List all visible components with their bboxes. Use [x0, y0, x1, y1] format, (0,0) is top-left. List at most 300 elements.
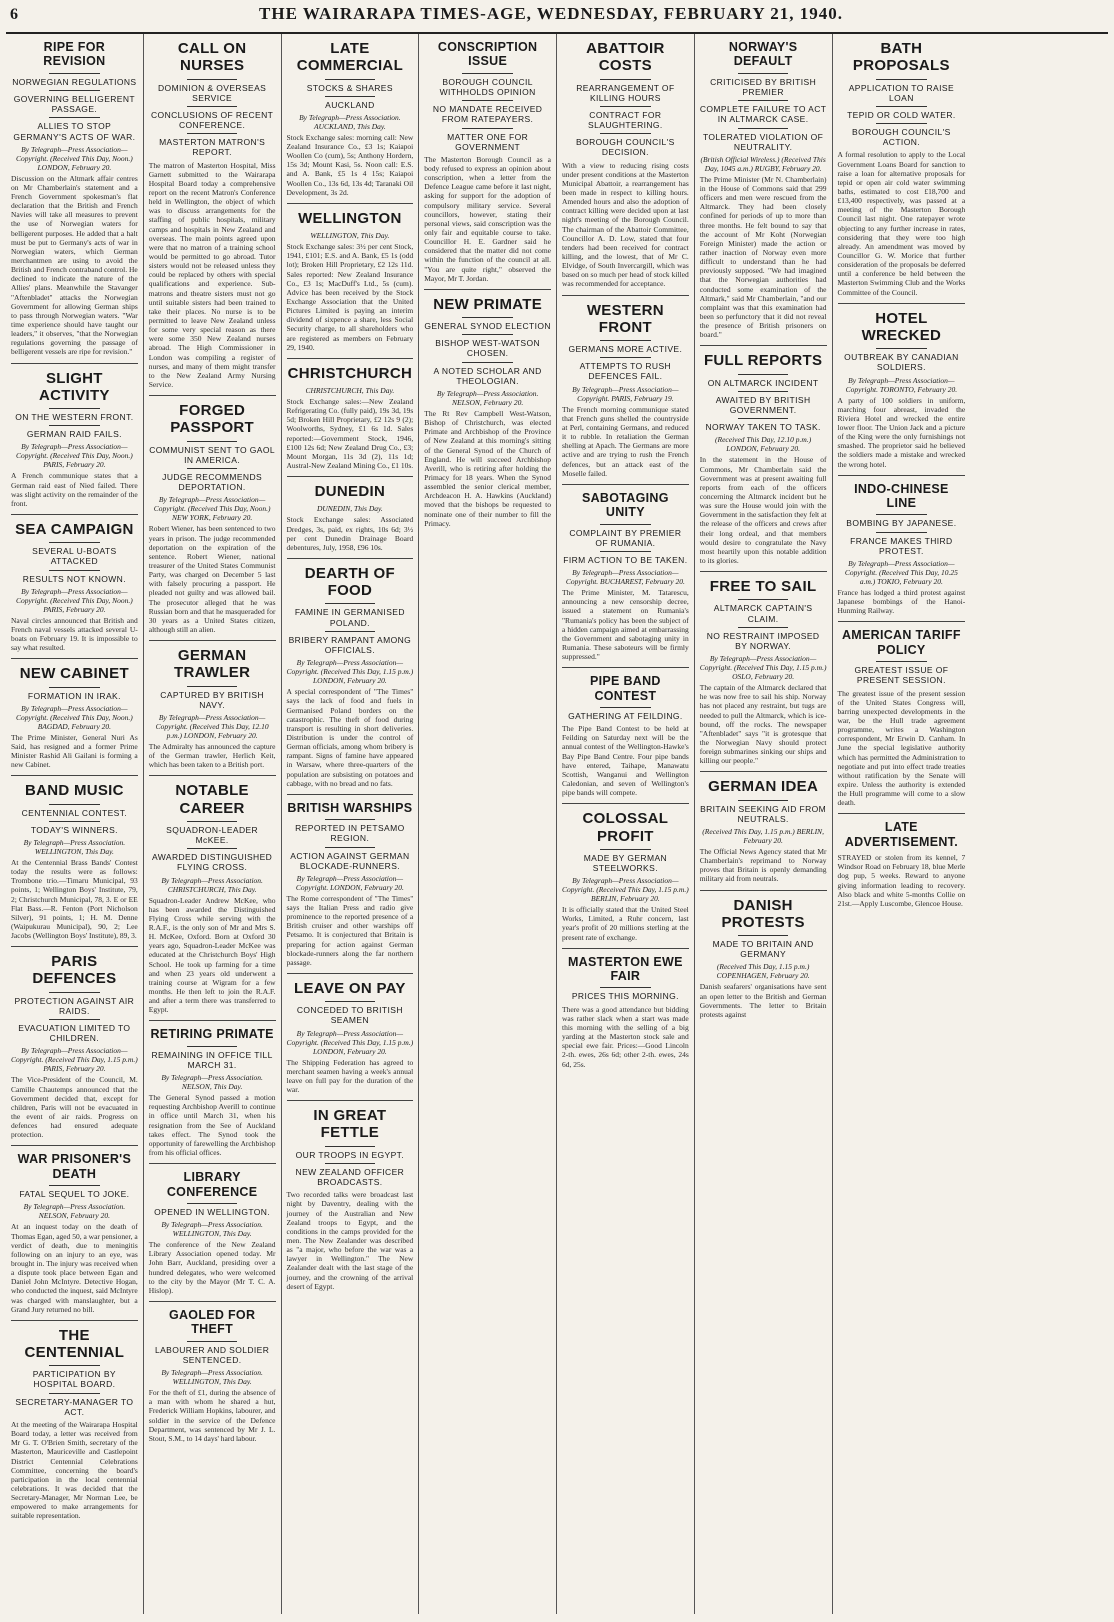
divider: [49, 687, 100, 688]
article: [700, 897, 827, 1025]
subheadline: NEW ZEALAND OFFICER BROADCASTS.: [295, 1166, 405, 1188]
article: [562, 810, 689, 948]
divider: [876, 532, 927, 533]
divider: [49, 1365, 100, 1366]
headline: DEARTH OF FOOD: [304, 564, 395, 600]
article-body: The Official News Agency stated that Mr Chamberlain's reprimand to Norway proves that Britain is openly demanding military aid from neutrals.: [699, 846, 827, 884]
headline: HOTEL WRECKED: [861, 309, 942, 344]
divider: [49, 90, 100, 91]
divider: [738, 935, 789, 936]
article: [149, 782, 276, 1021]
article-body: For the theft of £1, during the absence of a man with whom he shared a hut, Frederick William Hopkins, labourer, and soldier in the service of the Defence Department, was sentenced by Mr J. L. Stout, S.M., to 14 days' hard labour.: [148, 1388, 276, 1443]
article: [11, 521, 138, 659]
article: [700, 40, 827, 346]
subheadline: LABOURER AND SOLDIER SENTENCED.: [154, 1344, 270, 1365]
subheadline: BOROUGH COUNCIL'S DECISION.: [576, 137, 675, 158]
headline: GERMAN TRAWLER: [173, 647, 251, 682]
dateline: By Telegraph—Press Association—Copyright. PARIS, February 19.: [572, 384, 679, 403]
article: [562, 674, 689, 804]
divider: [49, 992, 100, 993]
article: [700, 778, 827, 890]
article-body: The Masterton Borough Council as a body refused to express an opinion about conscription, when a letter from the Defence League came before it last night, asking for support for the adoption of compulsory military service. Several councillors, however, stating their personal views, said conscription was the only fair and equitable course to take. Councillor H. E. Gardner said he considered that the matter did not come within the function of the council at all. "You are quite right," observed the Mayor, Mr T. Jordan.: [424, 154, 551, 283]
article-body: STRAYED or stolen from its kennel, 7 Windsor Road on February 18, blue Merle dog pup, 5 weeks. Reward to anyone giving information leading to recovery. Also black and white 5-months Collie on 21st.—Apply Luscombe, Glencoe House.: [837, 853, 966, 908]
article: [838, 628, 966, 814]
subheadline: SQUADRON-LEADER McKEE.: [166, 824, 259, 846]
article: [149, 647, 276, 776]
subheadline: ALTMARCK CAPTAIN'S CLAIM.: [713, 603, 813, 624]
divider: [49, 1393, 100, 1394]
subheadline: BRIBERY RAMPANT AMONG OFFICIALS.: [288, 634, 412, 656]
subheadline: SECRETARY-MANAGER TO ACT.: [15, 1396, 134, 1417]
dateline: CHRISTCHURCH, This Day.: [305, 386, 395, 396]
dateline: By Telegraph—Press Association—Copyright. BUCHAREST, February 20.: [565, 568, 685, 587]
article-body: The Prime Minister, General Nuri As Said, has resigned and a former Prime Minister Rashid Ali Gailani is forming a new Cabinet.: [11, 732, 138, 770]
dateline: By Telegraph—Press Association. WELLINGTON, This Day.: [161, 1220, 263, 1239]
subheadline: NO RESTRAINT IMPOSED BY NORWAY.: [706, 630, 820, 651]
divider: [187, 79, 238, 80]
divider: [49, 570, 100, 571]
subheadline: MADE TO BRITAIN AND GERMANY: [712, 939, 814, 960]
subheadline: GREATEST ISSUE OF PRESENT SESSION.: [854, 665, 949, 686]
headline: AMERICAN TARIFF POLICY: [841, 628, 961, 657]
divider: [738, 374, 789, 375]
article: [700, 352, 827, 572]
dateline: By Telegraph—Press Association. WELLINGTON, This Day.: [23, 837, 126, 856]
headline: WESTERN FRONT: [586, 301, 664, 336]
article: [562, 955, 689, 1075]
article-body: At the Centennial Brass Bands' Contest today the results were as follows: Trombone trio.—Timaru Municipal, 93 points, 1; Wellington Boys' Institute, 79, 2; Christchurch Municipal, 78, 3. E or EE Flat Bass.—R. Fenton (Port Nicholson Silver), 91 points, 1; H. M. Denne (Waipukurau Municipal), 90, 2; Lee Jacobs (Wellington Boys' Institute), 89, 3.: [11, 857, 138, 941]
headline: THE CENTENNIAL: [24, 1326, 125, 1362]
article-body: Danish seafarers' organisations have sent an open letter to the British and German Governments. The letter to Britain protests against: [699, 982, 827, 1019]
divider: [187, 468, 238, 469]
dateline: DUNEDIN, This Day.: [316, 504, 383, 514]
article: [838, 482, 966, 623]
divider: [49, 804, 100, 805]
dateline: By Telegraph—Press Association. NELSON, This Day.: [161, 1073, 263, 1092]
divider: [738, 418, 789, 419]
subheadline: OPENED IN WELLINGTON.: [154, 1206, 271, 1217]
subheadline: OUTBREAK BY CANADIAN SOLDIERS.: [844, 352, 959, 373]
article: [11, 40, 138, 364]
divider: [325, 819, 376, 820]
article: [149, 402, 276, 641]
divider: [462, 73, 513, 74]
article: [287, 483, 414, 559]
subheadline: APPLICATION TO RAISE LOAN: [848, 82, 955, 103]
divider: [738, 73, 789, 74]
article: [838, 40, 966, 304]
subheadline: DOMINION & OVERSEAS SERVICE: [158, 82, 267, 103]
subheadline: BOROUGH COUNCIL'S ACTION.: [852, 127, 951, 148]
divider: [876, 123, 927, 124]
article-body: Robert Wiener, has been sentenced to two years in prison. The judge recommended deportation on the expiration of the sentence. Robert Wiener, national treasurer of the United States Communist Party, was charged on December 5 last with falsely procuring a passport. He pleaded not guilty and was allowed bail. The prosecutor alleged that he was Russian born and that he masqueraded for 30 years as a United States citizen, although still an alien.: [148, 524, 276, 634]
subheadline: REPORTED IN PETSAMO REGION.: [295, 823, 405, 844]
divider: [49, 117, 100, 118]
dateline: By Telegraph—Press Association. NELSON, February 20.: [436, 389, 539, 408]
column-1: [6, 34, 144, 1614]
dateline: By Telegraph—Press Association—Copyright. (Received This Day, 1.15 p.m.) LONDON, February 20.: [286, 1028, 414, 1056]
subheadline: NORWEGIAN REGULATIONS: [12, 76, 137, 87]
divider: [325, 631, 376, 632]
divider: [600, 707, 651, 708]
headline: ABATTOIR COSTS: [586, 40, 665, 75]
dateline: (Received This Day, 1.15 p.m.) BERLIN, February 20.: [702, 826, 824, 845]
divider: [325, 847, 376, 848]
headline: NORWAY'S DEFAULT: [728, 40, 798, 69]
masthead: [6, 4, 1108, 34]
subheadline: AUCKLAND: [325, 99, 375, 110]
divider: [49, 73, 100, 74]
headline: FULL REPORTS: [703, 352, 823, 370]
article: [11, 370, 138, 515]
subheadline: COMMUNIST SENT TO GAOL IN AMERICA.: [149, 444, 276, 465]
divider: [187, 686, 238, 687]
article: [562, 40, 689, 296]
divider: [876, 514, 927, 515]
article: [149, 1170, 276, 1302]
article-body: The greatest issue of the present session of the United States Congress will, barring unexpected developments in the war, be the Hull trade agreement programme, writes a Washington correspondent, Mr Erwin D. Canham. In June the special legislative authority which has permitted the Administration to negotiate and put into effect trade treaties without ratification by the Senate will expire. Unless the authority is extended the Hull programme will come to a slow death.: [837, 688, 966, 808]
article-body: The Pipe Band Contest to be held at Feilding on Saturday next will be the annual contest of the Wellington-Hawke's Bay Pipe Band Centre. Four pipe bands have entered, Taihape, Manawatu Scottish, Wanganui and Wellington Caledonian, and seven of Wellington's pipe bands will compete.: [562, 724, 689, 798]
dateline: By Telegraph—Press Association—Copyright. (Received This Day, Noon.) NEW YORK, February 20.: [153, 495, 271, 523]
article-body: In the statement in the House of Commons, Mr Chamberlain said the Government was at present awaiting full reports from each of the officers concerning the Altmarck incident but he was sure the House would join with the Government in the satisfaction they felt at the release of the officers and crews after their long ordeal, and that members would desire to congratulate the Navy most heartily upon this notable addition to its glories.: [699, 455, 827, 565]
subheadline: SEVERAL U-BOATS ATTACKED: [32, 546, 117, 567]
divider: [187, 1341, 238, 1342]
subheadline: MADE BY GERMAN STEELWORKS.: [583, 852, 668, 873]
subheadline: CAPTURED BY BRITISH NAVY.: [160, 689, 265, 710]
headline: IN GREAT FETTLE: [313, 1107, 387, 1142]
headline: DANISH PROTESTS: [721, 896, 805, 931]
divider: [325, 603, 376, 604]
divider: [600, 133, 651, 134]
article: [287, 365, 414, 477]
article-body: The General Synod passed a motion requesting Archbishop Averill to continue in office until March 31, when his resignation from the See of Auckland takes effect. The Synod took the opportunity of farewelling the Archbishop from his official offices.: [148, 1093, 276, 1158]
article-body: Stock Exchange sales:—New Zealand Refrigerating Co. (fully paid), 19s 3d, 19s 5d; Broken Hill Proprietary, £2 12s 9 (2); Woolworths, Sydney, £1 6s 1d. Sales reported:—Government Stock, 1946, £100 12s 6d; New Zealand Drug Co., £3; Mount Morgan, 11s 3d (2), 11s 1d; Austral-New Zealand Mining Co., £1 10s.: [286, 397, 414, 471]
article: [287, 1107, 414, 1297]
article-body: Stock Exchange sales: 3½ per cent Stock, 1941, £101; E.S. and A. Bank, £5 1s (odd lot); Broken Hill Proprietary, £2 12s 11d. Sales reported: New Zealand Insurance Co., £3 1s; MacDuff's Ltd., 5s (cum). Advice has been received by the Stock Exchange Association that the United Pictures Limited is paying an interim dividend of sixpence a share, less Social Security charge, to all shareholders who are registered as members on February 29, 1940.: [286, 242, 414, 352]
article-body: The matron of Masterton Hospital, Miss Garnett submitted to the Wairarapa Hospital Board today a comprehensive report on the recent Matron's Conference held in Wellington, the object of which was to discuss arrangements for the staffing of public hospitals, military camps and hospitals in New Zealand and overseas. The main points agreed upon were that no matron of a training school would be permitted to go abroad. Tutor sisters would not be released unless they could be replaced by others with special qualifications and experience. Sub-matrons and theatre sisters must not go until suitable sisters had been trained to take their places. No nurse is to be permitted to leave New Zealand unless for some very special reason as there were some 350 New Zealand nurses abroad. The High Commissioner in London was compiling a register of nurses, and many of them might transfer to the New Zealand Army Nursing Service.: [148, 160, 276, 389]
dateline: By Telegraph—Press Association. NELSON, February 20.: [23, 1202, 126, 1221]
divider: [738, 627, 789, 628]
article: [838, 310, 966, 476]
divider: [876, 661, 927, 662]
divider: [325, 1146, 376, 1147]
subheadline: FORMATION IN IRAK.: [27, 690, 121, 701]
divider: [600, 849, 651, 850]
article-body: Discussion on the Altmark affair centres on Mr Chamberlain's statement and a French Government spokesman's flat declaration that the British and French Navies will take all measures to prevent the use of Norwegian waters for belligerent purposes. He added that a halt must be put to Germany's acts of war in Norwegian waters, which German merchantmen are using to avoid the British and French contraband control. He declined to indicate the nature of the Allies' plans. Meanwhile the Stavanger "Aftenbladet" attacks the Norwegian Government for allowing German ships to pass through Norwegian waters. "War time experience should have taught our leaders," it observes, "that the Norwegian regulations governing the passage of belligerent vessels are ripe for revision.": [11, 173, 138, 357]
divider: [325, 79, 376, 80]
divider: [600, 551, 651, 552]
dateline: By Telegraph—Press Association. WELLINGTON, This Day.: [161, 1368, 263, 1387]
divider: [187, 1046, 238, 1047]
article-body: The Vice-President of the Council, M. Camille Chautemps announced that the Government decided that, except for children, Paris will not be evacuated in the event of air raids. Progress on defences had ensured adequate protection.: [11, 1075, 138, 1140]
dateline: By Telegraph—Press Association—Copyright. (Received This Day, 12.10 p.m.) LONDON, February 20.: [155, 712, 269, 740]
dateline: By Telegraph—Press Association—Copyright. (Received This Day, Noon.) PARIS, February 20.: [15, 442, 133, 470]
article: [700, 578, 827, 772]
dateline: By Telegraph—Press Association—Copyright. (Received This Day, 10.25 a.m.) TOKIO, February 20.: [844, 559, 958, 586]
headline: SABOTAGING UNITY: [581, 490, 669, 520]
divider: [876, 79, 927, 80]
column-2: [144, 34, 282, 1614]
headline: LIBRARY CONFERENCE: [166, 1170, 258, 1199]
subheadline: JUDGE RECOMMENDS DEPORTATION.: [162, 472, 263, 493]
divider: [600, 357, 651, 358]
article-body: At an inquest today on the death of Thomas Egan, aged 50, a war pensioner, a verdict of death, due to meningitis following on an injury to an eye, was brought in. The injury was received when a dispute took place between Egan and Daniel John McIntyre. Detective Hogan, who conducted the inquest, said McIntyre was charged with manslaughter, but a Grand Jury returned no bill.: [11, 1222, 138, 1314]
subheadline: BOMBING BY JAPANESE.: [846, 518, 957, 529]
divider: [462, 317, 513, 318]
column-6: [695, 34, 833, 1614]
dateline: By Telegraph—Press Association—Copyright. (Received This Day, Noon.) BAGDAD, February 20.: [15, 703, 133, 731]
headline: FORGED PASSPORT: [170, 402, 255, 437]
subheadline: TODAY'S WINNERS.: [30, 824, 118, 835]
divider: [49, 425, 100, 426]
subheadline: GENERAL SYNOD ELECTION: [424, 321, 551, 332]
article: [149, 1308, 276, 1449]
divider: [600, 524, 651, 525]
headline: WELLINGTON: [298, 209, 402, 227]
divider: [49, 1019, 100, 1020]
subheadline: MATTER ONE FOR GOVERNMENT: [447, 131, 529, 152]
headline: DUNEDIN: [314, 483, 386, 501]
article: [562, 302, 689, 485]
subheadline: MASTERTON MATRON'S REPORT.: [159, 137, 266, 158]
subheadline: GERMANS MORE ACTIVE.: [568, 344, 683, 355]
divider: [462, 128, 513, 129]
column-4: [419, 34, 557, 1614]
subheadline: PARTICIPATION BY HOSPITAL BOARD.: [32, 1369, 116, 1390]
article: [11, 953, 138, 1146]
headline: NEW PRIMATE: [433, 295, 543, 313]
dateline: By Telegraph—Press Association—Copyright. (Received This Day, 1.15 p.m.) OSLO, February 20.: [699, 654, 827, 682]
subheadline: FAMINE IN GERMANISED POLAND.: [294, 607, 405, 628]
divider: [876, 106, 927, 107]
divider: [49, 821, 100, 822]
article: [287, 565, 414, 795]
article-body: A formal resolution to apply to the Local Government Loans Board for sanction to raise a loan for alternative proposals for tepid or open air cold water swimming baths, estimated to cost £18,700 and £13,400 respectively, was passed at a meeting of the Masterton Borough Council last night. One ratepayer wrote objecting to any further increase in rates, considering that they were too high already. An amendment was moved by Councillor G. W. Morice that further consideration of the proposals be deferred until a conference be held between the Masterton Swimming Club and the Works Committee of the Council.: [837, 150, 966, 297]
divider: [462, 334, 513, 335]
subheadline: BISHOP WEST-WATSON CHOSEN.: [435, 338, 541, 359]
article-body: Stock Exchange sales: morning call: New Zealand Insurance Co., £3 1s; Kaiapoi Woollen Co (cum), 5s; Anthony Hordern, 15s 3d; Mount Kasi, 5s. Noon call: E.S. and A. Bank, £5 1s 4 15s; Kaiapoi Woollen Co., 13s 6d, 13s 4d; Taranaki Oil Development, 3s 2d.: [286, 132, 414, 197]
subheadline: ON THE WESTERN FRONT.: [15, 412, 134, 422]
subheadline: ATTEMPTS TO RUSH DEFENCES FAIL.: [579, 361, 672, 382]
article: [287, 801, 414, 974]
headline: PIPE BAND CONTEST: [589, 674, 661, 703]
subheadline: CONTRACT FOR SLAUGHTERING.: [588, 109, 663, 131]
page-number: 6: [10, 6, 18, 23]
subheadline: ALLIES TO STOP GERMANY'S ACTS OF WAR.: [13, 121, 136, 142]
subheadline: ACTION AGAINST GERMAN BLOCKADE-RUNNERS.: [290, 850, 410, 871]
divider: [738, 100, 789, 101]
subheadline: GATHERING AT FEILDING.: [568, 710, 683, 721]
subheadline: RESULTS NOT KNOWN.: [22, 573, 126, 584]
subheadline: COMPLETE FAILURE TO ACT IN ALTMARCK CASE.: [699, 104, 827, 125]
article: [11, 1152, 138, 1320]
divider: [738, 391, 789, 392]
subheadline: COMPLAINT BY PREMIER OF RUMANIA.: [569, 527, 682, 548]
divider: [49, 542, 100, 543]
dateline: By Telegraph—Press Association—Copyright. (Received This Day, Noon.) LONDON, February 20.: [15, 144, 133, 172]
divider: [738, 599, 789, 600]
article: [838, 820, 966, 914]
divider: [187, 106, 238, 107]
dateline: By Telegraph—Press Association—Copyright. (Received This Day, Noon.) PARIS, February 20.: [15, 586, 133, 614]
article-body: The French morning communique stated that French guns shelled the countryside at Perl, containing Germans, and reduced it to rubble. In retaliation the German shelling at Apach. The Germans are more active and are trying to rush the French defences, but an attack east of the Moselle failed.: [562, 404, 689, 478]
article-body: Naval circles announced that British and French naval vessels attacked several U-boats on February 19. It is impossible to say what resulted.: [11, 615, 138, 653]
article-body: It is officially stated that the United Steel Works, Limited, a Ruhr concern, last year's profit of 20 millions sterling at the present rate of exchange.: [562, 905, 689, 942]
article-body: The Shipping Federation has agreed to merchant seamen having a week's annual leave on full pay for the duration of the war.: [286, 1057, 414, 1095]
headline: SEA CAMPAIGN: [15, 520, 134, 538]
subheadline: PRICES THIS MORNING.: [571, 991, 679, 1002]
article-body: There was a good attendance but bidding was rather slack when a start was made this morning with the selling of a big yarding at the Masterton stock sale and special ewe fair. Prices:—Good Lincoln 2-th. ewes, 26s 6d; other 2-th. ewes, 24s 6d, 25s.: [562, 1004, 689, 1069]
article-body: A French communique states that a German raid east of Nied failed. There was slight activity on the remainder of the front.: [11, 471, 138, 508]
dateline: WELLINGTON, This Day.: [310, 231, 390, 241]
divider: [49, 408, 100, 409]
headline: NEW CABINET: [19, 665, 129, 683]
headline: GERMAN IDEA: [708, 778, 819, 796]
dateline: By Telegraph—Press Association—Copyright. (Received This Day, 1.15 p.m.) PARIS, February 20.: [11, 1046, 138, 1074]
divider: [876, 348, 927, 349]
subheadline: TOLERATED VIOLATION OF NEUTRALITY.: [702, 131, 824, 152]
divider: [325, 1001, 376, 1002]
dateline: (British Official Wireless.) (Received This Day, 1045 a.m.) RUGBY, February 20.: [700, 154, 826, 173]
subheadline: TEPID OR COLD WATER.: [847, 109, 956, 120]
article-body: A party of 100 soldiers in uniform, marching four abreast, invaded the Riviera Hotel and wrecked the entire lower floor. The Union Jack and a picture of the King were the only furnishings not smashed. The proprietor said he believed the soldiers made a mistake and wrecked the wrong hotel.: [837, 395, 966, 469]
headline: BATH PROPOSALS: [852, 40, 950, 75]
article-body: Squadron-Leader Andrew McKee, who has been awarded the Distinguished Flying Cross while serving with the R.A.F., is the only son of Mr and Mrs S. H. McKee, Oxford. Born at Oxford 30 years ago, Squadron-Leader McKee was educated at the Christchurch Boys' High School. He took up farming for a time and when 23 years old underwent a training course at Wigram for a few months. He then left to join the R.A.F. and after a term there was transferred to Egypt.: [148, 895, 276, 1015]
divider: [325, 1163, 376, 1164]
subheadline: CONCEDED TO BRITISH SEAMEN: [296, 1005, 403, 1026]
dateline: By Telegraph—Press Association. CHRISTCHURCH, This Day.: [161, 875, 263, 894]
article: [149, 40, 276, 396]
divider: [738, 128, 789, 129]
headline: GAOLED FOR THEFT: [168, 1307, 256, 1337]
headline: INDO-CHINESE LINE: [854, 481, 949, 511]
subheadline: AWARDED DISTINGUISHED FLYING CROSS.: [152, 852, 273, 873]
article: [149, 1027, 276, 1164]
headline: CALL ON NURSES: [177, 40, 247, 75]
article: [11, 665, 138, 776]
subheadline: ON ALTMARCK INCIDENT: [707, 377, 819, 388]
article-body: The Rt Rev Campbell West-Watson, Bishop of Christchurch, was elected Primate and Archbishop of the Province of New Zealand at this morning's sitting of the General Synod of the Church of England. He will succeed Archbishop Averill, who is retiring after holding the Primacy for 18 years. When the Synod assembled the senior clerical member, Archdeacon H. A. Hawkins (Auckland) moved that the bishops be requested to nominate one of their number to fill the Primacy.: [424, 409, 551, 528]
article-body: The conference of the New Zealand Library Association opened today. Mr John Barr, Auckland, presiding over a hundred delegates, who were welcomed to the city by the Mayor (Mr T. C. A. Hislop).: [148, 1240, 276, 1295]
dateline: (Received This Day, 12.10 p.m.) LONDON, February 20.: [715, 435, 812, 454]
headline: PARIS DEFENCES: [32, 953, 117, 988]
dateline: By Telegraph—Press Association. AUCKLAND, This Day.: [299, 112, 401, 131]
headline: SLIGHT ACTIVITY: [39, 369, 110, 404]
article-body: France has lodged a third protest against Japanese bombings of the Hanoi-Hunming Railway.: [837, 588, 966, 616]
divider: [738, 800, 789, 801]
article-body: Two recorded talks were broadcast last night by Daventry, dealing with the journey of the Australian and New Zealand troops to Egypt, and the conditions in the camps provided for the men. The New Zealander was described as "a major, who before the war was a lawyer in Wellington." The New Zealander dealt with the last stage of the journey, and the crowning of the arrival desert of Egypt.: [286, 1190, 414, 1291]
subheadline: CENTENNIAL CONTEST.: [21, 807, 128, 818]
subheadline: GOVERNING BELLIGERENT PASSAGE.: [13, 93, 136, 115]
dateline: (Received This Day, 1.15 p.m.) COPENHAGEN, February 20.: [716, 962, 810, 981]
subheadline: AWAITED BY BRITISH GOVERNMENT.: [715, 394, 811, 416]
column-7: [833, 34, 971, 1614]
headline: RETIRING PRIMATE: [150, 1027, 274, 1042]
headline: COLOSSAL PROFIT: [582, 810, 669, 845]
article-body: At the meeting of the Wairarapa Hospital Board today, a letter was received from Mr G. T. O'Brien Smith, secretary of the Masterton, Mauriceville and Castlepoint District Centennial Celebrations Committee, concerning the board's participation in the local centennial celebrations. It was decided that the Secretary-Manager, Mr Norman Lee, be empowered to make arrangements for suitable representation.: [11, 1420, 138, 1521]
divider: [325, 96, 376, 97]
subheadline: BRITAIN SEEKING AID FROM NEUTRALS.: [700, 803, 827, 824]
dateline: By Telegraph—Press Association—Copyright. (Received This Day, 1.15 p.m.) LONDON, February 20.: [286, 658, 414, 686]
subheadline: A NOTED SCHOLAR AND THEOLOGIAN.: [433, 365, 542, 386]
headline: WAR PRISONER'S DEATH: [17, 1152, 132, 1181]
divider: [600, 987, 651, 988]
subheadline: GERMAN RAID FAILS.: [26, 429, 122, 440]
subheadline: OUR TROOPS IN EGYPT.: [295, 1149, 405, 1160]
divider: [600, 340, 651, 341]
headline: LATE COMMERCIAL: [296, 40, 404, 75]
headline: FREE TO SAIL: [709, 578, 817, 596]
subheadline: CRITICISED BY BRITISH PREMIER: [710, 76, 817, 97]
dateline: By Telegraph—Press Association—Copyright. LONDON, February 20.: [295, 873, 404, 892]
subheadline: BOROUGH COUNCIL WITHHOLDS OPINION: [439, 76, 536, 97]
article-body: The Prime Minister (Mr N. Chamberlain) in the House of Commons said that 299 officers and men were rescued from the Altmarck. They had been closely confined for periods of up to more than three months. He felt bound to say that the account of Mr Koht (Norwegian Foreign Minister) made the action or rather inaction of Norway even more difficult to understand than he had previously supposed. "We had imagined that the Norwegian authorities had conducted some examination of the Altmark," said Mr Chamberlain, "and our complaint was that this examination had been so perfunctory that it did not reveal the presence of British prisoners on board.": [699, 174, 827, 340]
article-body: A special correspondent of "The Times" says the lack of food and fuels in Germanised Poland borders on the catastrophic. The theft of food during transport is resulting in short deliveries. Distribution is under the control of German officials, among whom bribery is rampant. Signs of famine have appeared in Warsaw, where three-quarters of the population are subsisting on potatoes and cabbage, with no bread and no fats.: [286, 687, 414, 788]
article-body: The captain of the Altmarck declared that he was now free to sail his ship. Norway has not placed any restraint, but tugs are needed to pull the Altmarck, which is ice-bound, off the rocks. The newspaper "Aftenbladet" says "it is grotesque that the Norwegian Navy should protect foreign submarines sinking our ships and killing our people.": [699, 683, 827, 766]
column-5: [557, 34, 695, 1614]
subheadline: REARRANGEMENT OF KILLING HOURS: [576, 82, 675, 103]
divider: [187, 848, 238, 849]
subheadline: REMAINING IN OFFICE TILL MARCH 31.: [151, 1049, 273, 1071]
article: [424, 40, 551, 290]
headline: LATE ADVERTISEMENT.: [844, 820, 958, 849]
dateline: By Telegraph—Press Association—Copyright. (Received This Day, 1.15 p.m.) BERLIN, February 20.: [562, 876, 689, 904]
divider: [462, 362, 513, 363]
article: [287, 40, 414, 204]
divider: [600, 79, 651, 80]
article-body: The Admiralty has announced the capture of the German trawler, Herlich Keit, which has been taken to a British port.: [148, 741, 276, 770]
subheadline: EVACUATION LIMITED TO CHILDREN.: [18, 1023, 131, 1044]
headline: BRITISH WARSHIPS: [287, 800, 413, 815]
article-body: With a view to reducing rising costs under present conditions at the Masterton Municipal Abattoir, a rearrangement has been made in respect to killing hours. Amended hours and also the adoption of contract killing were decided upon at last night's meeting of the Borough Council. The chairman of the Abattoir Committee, Councillor A. D. Low, stated that four tenders had been received for contract killing, and the lowest, that of Mr C. Elvidge, of South Invercargill, which was based on so much per head of stock killed was recommended for acceptance.: [562, 160, 689, 289]
columns-container: [6, 34, 1108, 1614]
headline: CONSCRIPTION ISSUE: [437, 40, 538, 69]
headline: NOTABLE CAREER: [175, 782, 249, 817]
article-body: The Rome correspondent of "The Times" says the Italian Press and radio give prominence to the reported presence of a British cruiser and other warships off Petsamo. It is conjectured that Britain is preparing for action against German blockade-runners along the far northern passage.: [286, 893, 414, 967]
divider: [187, 1203, 238, 1204]
subheadline: NO MANDATE RECEIVED FROM RATEPAYERS.: [432, 104, 543, 125]
article: [424, 296, 551, 534]
article: [287, 980, 414, 1101]
divider: [600, 106, 651, 107]
article: [287, 210, 414, 359]
headline: RIPE FOR REVISION: [43, 40, 106, 69]
divider: [187, 441, 238, 442]
article: [562, 491, 689, 668]
dateline: By Telegraph—Press Association—Copyright. TORONTO, February 20.: [845, 375, 958, 394]
article-body: Stock Exchange sales: Associated Dredges, 3s, paid, ex rights, 10s 6d; 3½ per cent Dunedin Drainage Board debentures, July, 1958, £96 10s.: [286, 515, 414, 552]
subheadline: FRANCE MAKES THIRD PROTEST.: [850, 535, 953, 556]
subheadline: STOCKS & SHARES: [306, 82, 393, 93]
subheadline: NORWAY TAKEN TO TASK.: [705, 422, 821, 433]
subheadline: PROTECTION AGAINST AIR RAIDS.: [14, 995, 135, 1016]
subheadline: CONCLUSIONS OF RECENT CONFERENCE.: [151, 109, 274, 131]
headline: LEAVE ON PAY: [294, 980, 406, 998]
newspaper-title: THE WAIRARAPA TIMES-AGE, WEDNESDAY, FEBRUARY 21, 1940.: [259, 4, 843, 23]
headline: CHRISTCHURCH: [287, 364, 413, 382]
subheadline: FIRM ACTION TO BE TAKEN.: [563, 554, 688, 565]
divider: [462, 100, 513, 101]
article: [11, 1327, 138, 1527]
article: [11, 782, 138, 947]
article-body: The Prime Minister, M. Tatarescu, announcing a new censorship decree, issued a statement on Rumania's "Rumania's policy has been the subject of a hidden campaign aimed at embarrassing the Government and sabotaging unity in Rumania. These saboteurs will be firmly suppressed.": [562, 588, 689, 662]
subheadline: FATAL SEQUEL TO JOKE.: [19, 1189, 130, 1200]
headline: MASTERTON EWE FAIR: [567, 954, 683, 984]
divider: [187, 133, 238, 134]
headline: BAND MUSIC: [24, 782, 124, 800]
column-3: [282, 34, 420, 1614]
divider: [49, 1185, 100, 1186]
